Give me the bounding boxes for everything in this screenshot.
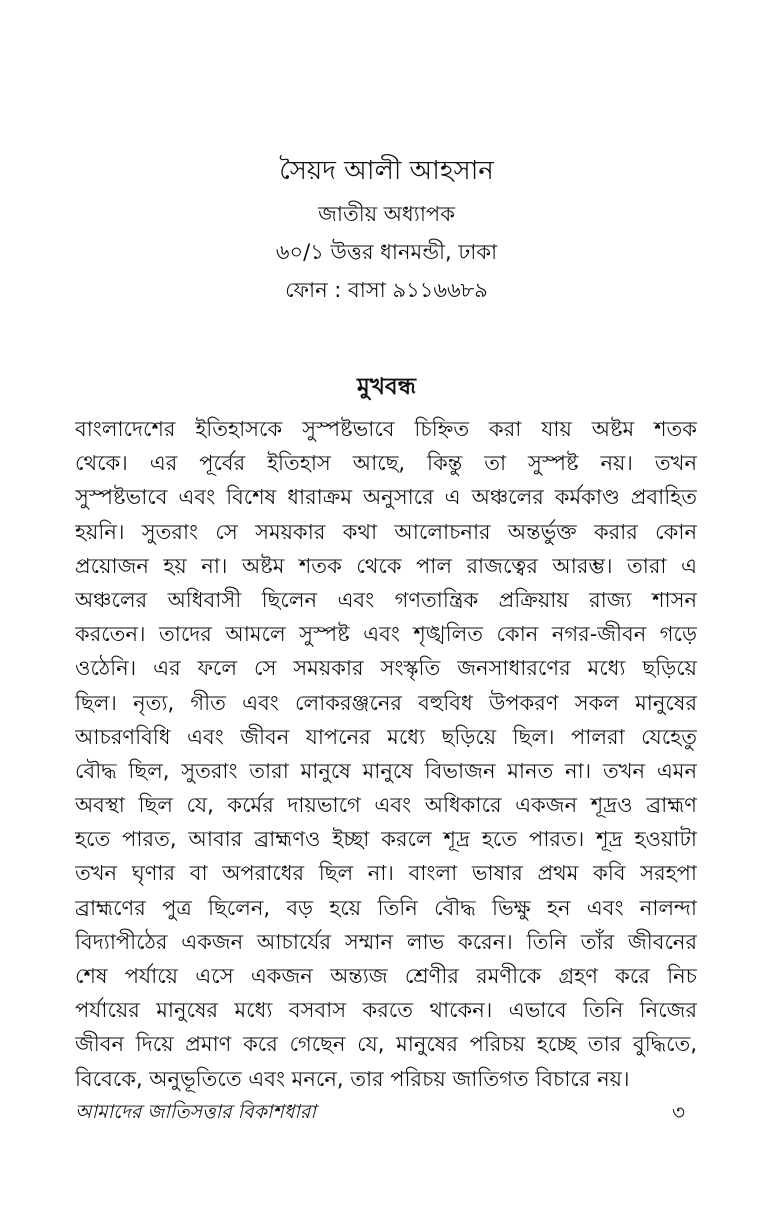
author-address: ৬০/১ উত্তর ধানমন্ডী, ঢাকা: [275, 240, 498, 264]
text-line: জীবন দিয়ে প্রমাণ করে গেছেন যে, মানুষের পরিচয় হচ্ছে তার বুদ্ধিতে,: [75, 1032, 697, 1057]
author-phone: ফোন : বাসা ৯১১৬৬৮৯: [285, 278, 488, 302]
text-line: বৌদ্ধ ছিল, সুতরাং তারা মানুষে মানুষে বিভাজন মানত না। তখন এমন: [75, 758, 697, 783]
text-line: থেকে। এর পূর্বের ইতিহাস আছে, কিন্তু তা সুস্পষ্ট নয়। তখন: [75, 451, 697, 476]
text-line: হয়নি। সুতরাং সে সময়কার কথা আলোচনার অন্তর্ভুক্ত করার কোন: [75, 519, 697, 544]
text-line: ছিল। নৃত্য, গীত এবং লোকরঞ্জনের বহুবিধ উপকরণ সকল মানুষের: [75, 690, 697, 715]
page-number: ৩: [672, 1100, 686, 1124]
footer-book-title: আমাদের জাতিসত্তার বিকাশধারা: [75, 1101, 316, 1123]
text-line: বিদ্যাপীঠের একজন আচার্যের সম্মান লাভ করেন। তিনি তাঁর জীবনের: [75, 929, 697, 954]
text-line: ওঠেনি। এর ফলে সে সময়কার সংস্কৃতি জনসাধারণের মধ্যে ছড়িয়ে: [75, 656, 697, 681]
text-line: অঞ্চলের অধিবাসী ছিলেন এবং গণতান্ত্রিক প্রক্রিয়ায় রাজ্য শাসন: [75, 587, 697, 612]
text-line: তখন ঘৃণার বা অপরাধের ছিল না। বাংলা ভাষার প্রথম কবি সরহপা: [75, 861, 697, 886]
text-line: শেষ পর্যায়ে এসে একজন অন্ত্যজ শ্রেণীর রমণীকে গ্রহণ করে নিচ: [75, 964, 697, 988]
text-line: প্রয়োজন হয় না। অষ্টম শতক থেকে পাল রাজত্বের আরম্ভ। তারা এ: [75, 553, 697, 578]
body-paragraph: [75, 412, 697, 1096]
author-name: সৈয়দ আলী আহসান: [279, 156, 494, 186]
text-line: বাংলাদেশের ইতিহাসকে সুস্পষ্টভাবে চিহ্নিত করা যায় অষ্টম শতক: [75, 417, 697, 441]
text-line: ব্রাহ্মণের পুত্র ছিলেন, বড় হয়ে তিনি বৌদ্ধ ভিক্ষু হন এবং নালন্দা: [75, 895, 697, 920]
author-designation: জাতীয় অধ্যাপক: [318, 202, 455, 226]
text-line: অবস্থা ছিল যে, কর্মের দায়ভাগে এবং অধিকারে একজন শূদ্রও ব্রাহ্মণ: [75, 793, 697, 818]
text-line: আচরণবিধি এবং জীবন যাপনের মধ্যে ছড়িয়ে ছিল। পালরা যেহেতু: [75, 724, 697, 749]
text-line: করতেন। তাদের আমলে সুস্পষ্ট এবং শৃঙ্খলিত কোন নগর-জীবন গড়ে: [75, 622, 697, 647]
text-line: হতে পারত, আবার ব্রাহ্মণও ইচ্ছা করলে শূদ্র হতে পারত। শূদ্র হওয়াটা: [75, 827, 697, 852]
text-line: পর্যায়ের মানুষের মধ্যে বসবাস করতে থাকেন। এভাবে তিনি নিজের: [75, 998, 697, 1023]
text-line: বিবেকে, অনুভূতিতে এবং মননে, তার পরিচয় জাতিগত বিচারে নয়।: [75, 1066, 630, 1091]
text-line: সুস্পষ্টভাবে এবং বিশেষ ধারাক্রম অনুসারে এ অঞ্চলের কর্মকাণ্ড প্রবাহিত: [75, 485, 697, 510]
section-title: মুখবন্ধ: [357, 374, 416, 400]
